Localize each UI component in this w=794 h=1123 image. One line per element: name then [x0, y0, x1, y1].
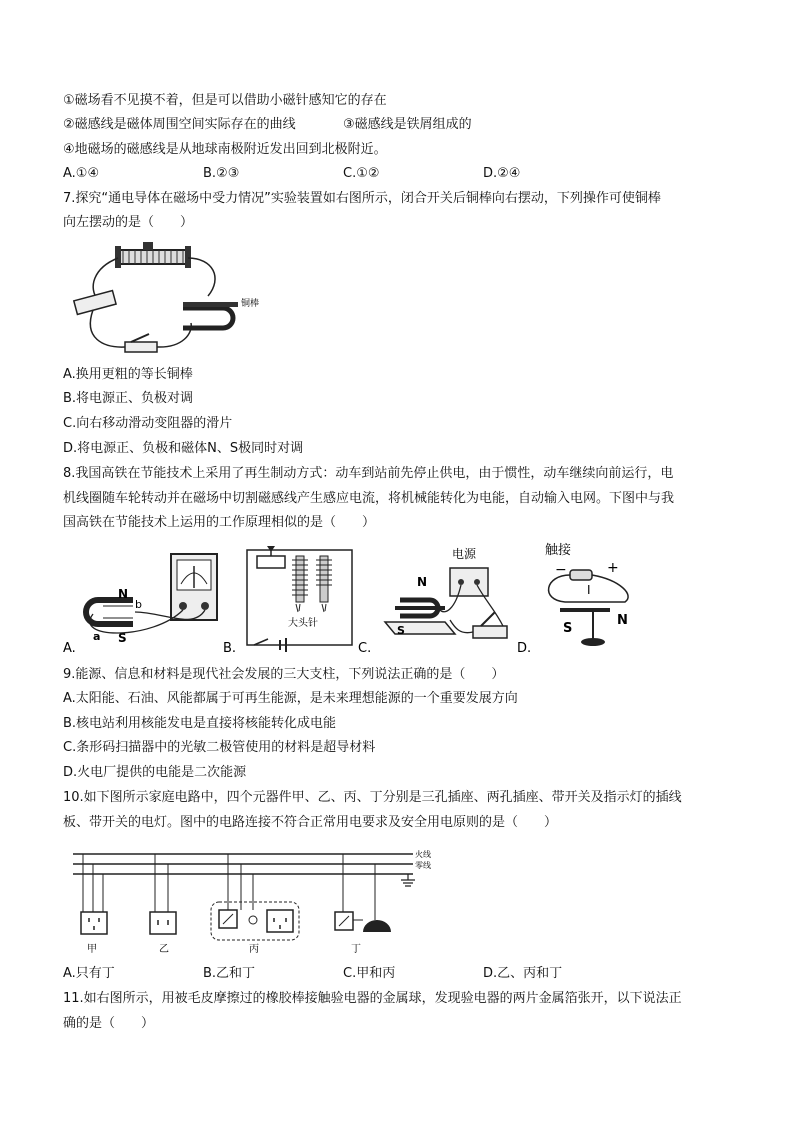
q8-fig-d-touch-label: 触接 [545, 543, 572, 558]
q10-label-jia: 甲 [87, 944, 97, 955]
q8-figure-d-oersted[interactable] [515, 540, 640, 655]
q6-statement-4: ④地磁场的磁感线是从地球南极附近发出回到北极附近。 [63, 142, 387, 157]
q10-label-bing: 丙 [249, 944, 259, 955]
q10-neutral-wire-label: 零线 [415, 861, 431, 870]
q8-fig-c-n: N [417, 575, 428, 589]
q10-stem-line1: 10.如下图所示家庭电路中，四个元器件甲、乙、丙、丁分别是三孔插座、两孔插座、带开关及指示灯的插线 [63, 790, 682, 805]
q10-stem-line2: 板、带开关的电灯。图中的电路连接不符合正常用电要求及安全用电原则的是（ ） [63, 815, 558, 830]
q8-fig-c-power-label: 电源 [452, 547, 477, 561]
q7-option-d[interactable]: D.将电源正、负极和磁体N、S极同时对调 [63, 441, 304, 456]
q8-fig-b-pin-label: 大头针 [288, 618, 318, 629]
q11-stem-line2: 确的是（ ） [63, 1016, 155, 1031]
option-d[interactable]: D.乙、丙和丁 [483, 966, 563, 981]
q6-statement-3: ③磁感线是铁屑组成的 [343, 117, 472, 132]
option-a[interactable]: A.只有丁 [63, 966, 115, 981]
q7-option-c[interactable]: C.向右移动滑动变阻器的滑片 [63, 416, 233, 431]
q9-option-c[interactable]: C.条形码扫描器中的光敏二极管使用的材料是超导材料 [63, 740, 376, 755]
q8-fig-d-i: I [587, 583, 591, 597]
q9-option-a[interactable]: A.太阳能、石油、风能都属于可再生能源，是未来理想能源的一个重要发展方向 [63, 691, 518, 706]
q10-live-wire-label: 火线 [415, 850, 431, 859]
q8-fig-a-s: S [118, 631, 127, 645]
q8-figure-b-electromagnet[interactable] [220, 540, 360, 655]
q6-statement-1: ①磁场看不见摸不着，但是可以借助小磁针感知它的存在 [63, 93, 387, 108]
q11-stem-line1: 11.如右图所示，用被毛皮摩擦过的橡胶棒接触验电器的金属球，发现验电器的两片金属箔张开，以下说法正 [63, 991, 682, 1006]
q8-fig-d-s: S [563, 621, 573, 636]
q7-option-b[interactable]: B.将电源正、负极对调 [63, 391, 194, 406]
q7-fig-label-copper-rod: 铜棒 [241, 299, 260, 309]
q8-fig-d-plus: + [607, 560, 619, 576]
q8-fig-a-b: b [135, 598, 142, 611]
q8-stem-line2: 机线圈随车轮转动并在磁场中切割磁感线产生感应电流，将机械能转化为电能，自动输入电网。下图中与我 [63, 491, 675, 506]
q6-options [63, 165, 743, 183]
q8-fig-a-a: a [93, 630, 101, 643]
q7-option-a[interactable]: A.换用更粗的等长铜棒 [63, 367, 193, 382]
q8-fig-d-letter: D. [517, 641, 532, 655]
q10-label-ding: 丁 [351, 944, 361, 955]
q10-options [63, 965, 743, 983]
option-b[interactable]: B.②③ [203, 166, 240, 181]
q8-fig-b-letter: B. [223, 641, 237, 655]
q7-figure-motor-apparatus [63, 238, 263, 363]
q8-figure-c-motor[interactable] [355, 540, 520, 655]
q8-fig-c-s: S [397, 624, 405, 637]
q9-option-d[interactable]: D.火电厂提供的电能是二次能源 [63, 765, 247, 780]
q6-statement-2: ②磁感线是磁体周围空间实际存在的曲线 [63, 117, 296, 132]
q7-stem-line1: 7.探究“通电导体在磁场中受力情况”实验装置如右图所示，闭合开关后铜棒向右摆动，下列操作可使铜棒 [63, 191, 661, 206]
q9-stem: 9.能源、信息和材料是现代社会发展的三大支柱，下列说法正确的是（ ） [63, 667, 505, 682]
option-d[interactable]: D.②④ [483, 166, 521, 181]
q10-figure-household-circuit [63, 840, 443, 960]
q8-stem-line3: 国高铁在节能技术上运用的工作原理相似的是（ ） [63, 515, 376, 530]
option-a[interactable]: A.①④ [63, 166, 100, 181]
q8-fig-c-letter: C. [358, 641, 372, 655]
q8-fig-d-n: N [617, 613, 628, 628]
q8-fig-d-minus: − [555, 562, 567, 578]
option-c[interactable]: C.①② [343, 166, 380, 181]
q8-fig-a-n: N [118, 587, 129, 601]
q7-stem-line2: 向左摆动的是（ ） [63, 215, 194, 230]
q8-stem-line1: 8.我国高铁在节能技术上采用了再生制动方式：动车到站前先停止供电，由于惯性，动车继续向前运行，电 [63, 466, 674, 481]
option-b[interactable]: B.乙和丁 [203, 966, 256, 981]
q8-fig-a-letter: A. [63, 641, 76, 655]
q9-option-b[interactable]: B.核电站利用核能发电是直接将核能转化成电能 [63, 716, 337, 731]
q10-label-yi: 乙 [159, 944, 169, 955]
q8-figure-a-induction[interactable] [63, 540, 223, 655]
option-c[interactable]: C.甲和丙 [343, 966, 396, 981]
